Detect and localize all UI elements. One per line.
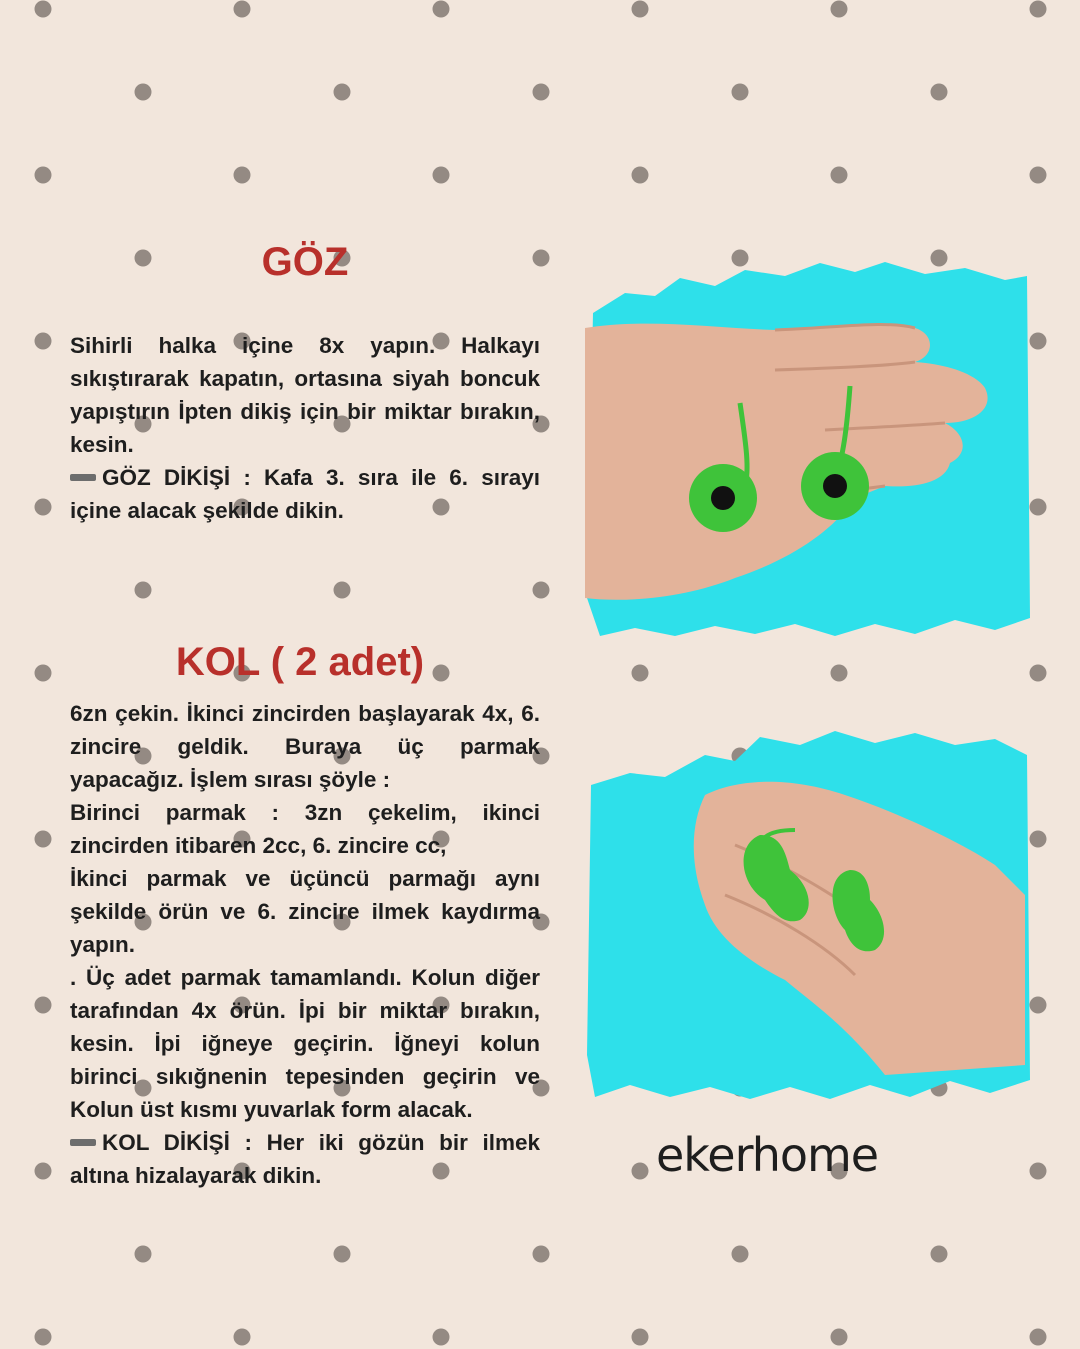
decorative-dot	[135, 84, 152, 101]
brand-logo: ekerhome	[656, 1128, 879, 1182]
eye-stitch-label: GÖZ DİKİŞİ	[102, 465, 231, 490]
decorative-dot	[35, 499, 52, 516]
eye-section-title: GÖZ	[261, 240, 349, 284]
decorative-dot	[931, 1246, 948, 1263]
decorative-dot	[831, 665, 848, 682]
minus-icon	[70, 1139, 96, 1146]
decorative-dot	[1030, 665, 1047, 682]
decorative-dot	[234, 1, 251, 18]
arm-stitch-label: KOL DİKİŞİ	[102, 1130, 230, 1155]
decorative-dot	[732, 84, 749, 101]
decorative-dot	[334, 1246, 351, 1263]
arm-section-title: KOL ( 2 adet)	[175, 640, 425, 684]
decorative-dot	[1030, 333, 1047, 350]
decorative-dot	[1030, 1163, 1047, 1180]
decorative-dot	[234, 167, 251, 184]
decorative-dot	[433, 1329, 450, 1346]
decorative-dot	[1030, 997, 1047, 1014]
decorative-dot	[334, 582, 351, 599]
decorative-dot	[135, 582, 152, 599]
decorative-dot	[35, 167, 52, 184]
eye-stitch-text: : Kafa 3. sıra ile 6. sırayı içine alacak şekilde dikin.	[70, 465, 540, 523]
decorative-dot	[632, 665, 649, 682]
decorative-dot	[632, 1163, 649, 1180]
eye-stitch-line	[70, 461, 540, 527]
decorative-dot	[1030, 831, 1047, 848]
decorative-dot	[433, 1, 450, 18]
decorative-dot	[35, 333, 52, 350]
decorative-dot	[533, 1246, 550, 1263]
decorative-dot	[433, 167, 450, 184]
decorative-dot	[831, 167, 848, 184]
crochet-eyes-photo	[585, 258, 1030, 638]
decorative-dot	[831, 1, 848, 18]
decorative-dot	[533, 250, 550, 267]
decorative-dot	[632, 1, 649, 18]
decorative-dot	[831, 1329, 848, 1346]
decorative-dot	[632, 1329, 649, 1346]
arm-instructions-3: İkinci parmak ve üçüncü parmağı aynı şekilde örün ve 6. zincire ilmek kaydırma yapın.	[70, 866, 540, 957]
decorative-dot	[533, 84, 550, 101]
decorative-dot	[1030, 1, 1047, 18]
decorative-dot	[35, 1329, 52, 1346]
arm-stitch-text: : Her iki gözün bir ilmek altına hizalayarak dikin.	[70, 1130, 540, 1188]
decorative-dot	[1030, 1329, 1047, 1346]
decorative-dot	[35, 1, 52, 18]
decorative-dot	[234, 1329, 251, 1346]
decorative-dot	[533, 582, 550, 599]
decorative-dot	[931, 84, 948, 101]
decorative-dot	[35, 665, 52, 682]
decorative-dot	[632, 167, 649, 184]
eye-section-text	[70, 329, 540, 527]
decorative-dot	[35, 997, 52, 1014]
decorative-dot	[334, 84, 351, 101]
arm-instructions-4: . Üç adet parmak tamamlandı. Kolun diğer tarafından 4x örün. İpi bir miktar bırakın, kesin. İpi iğneye geçirin. İğneyi kolun birinci sıkığnenin tepesinden geçirin ve Kolun üst kısmı yuvarlak form alacak.	[70, 965, 540, 1122]
decorative-dot	[135, 250, 152, 267]
decorative-dot	[1030, 499, 1047, 516]
eye-instructions: Sihirli halka içine 8x yapın. Halkayı sıkıştırarak kapatın, ortasına siyah boncuk yapıştırın İpten dikiş için bir miktar bırakın, kesin.	[70, 333, 540, 457]
decorative-dot	[1030, 167, 1047, 184]
decorative-dot	[35, 1163, 52, 1180]
crochet-arms-photo	[585, 725, 1030, 1105]
arm-section-text	[70, 697, 540, 1192]
decorative-dot	[135, 1246, 152, 1263]
arm-stitch-line	[70, 1126, 540, 1192]
minus-icon	[70, 474, 96, 481]
arm-instructions-1: 6zn çekin. İkinci zincirden başlayarak 4x, 6. zincire geldik. Buraya üç parmak yapacağız. İşlem sırası şöyle :	[70, 701, 540, 792]
decorative-dot	[732, 1246, 749, 1263]
decorative-dot	[35, 831, 52, 848]
arm-instructions-2: Birinci parmak : 3zn çekelim, ikinci zincirden itibaren 2cc, 6. zincire cc,	[70, 800, 540, 858]
